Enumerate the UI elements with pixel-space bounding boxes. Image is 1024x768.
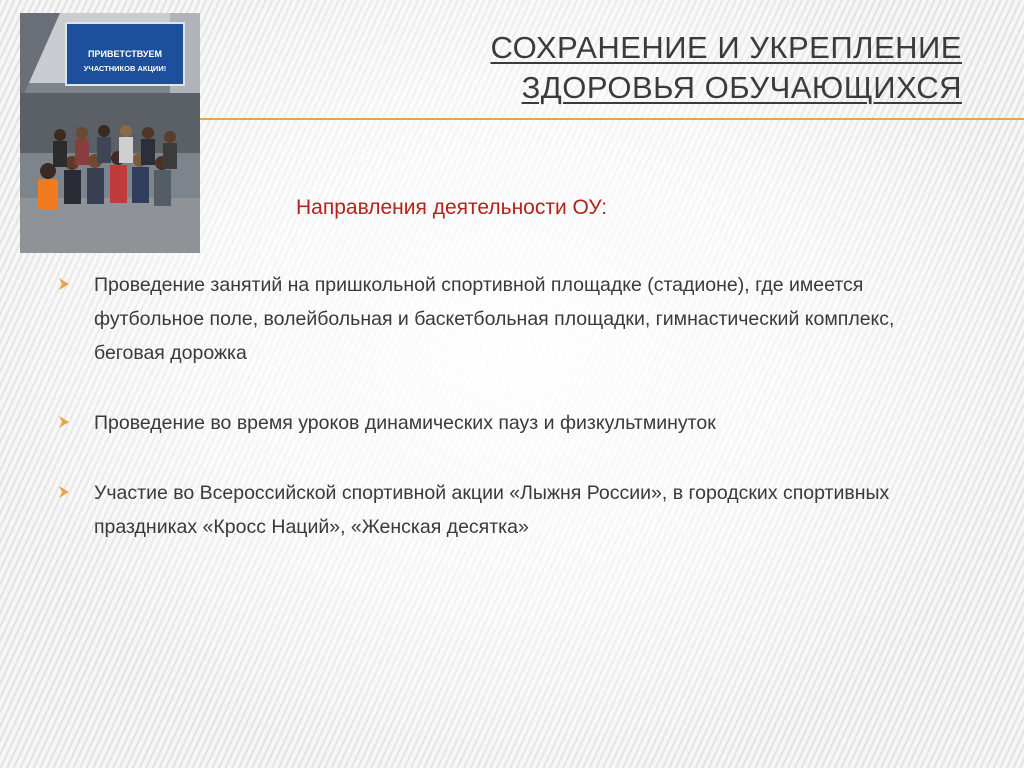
list-item: [50, 406, 930, 440]
list-item-text: Проведение занятий на пришкольной спортивной площадке (стадионе), где имеется футбольное поле, волейбольная и баскетбольная площадки, гимнастический комплекс, беговая дорожка: [94, 274, 895, 364]
arrow-bullet-icon: [58, 485, 70, 499]
slide-title-line1: СОХРАНЕНИЕ И УКРЕПЛЕНИЕ: [490, 30, 962, 65]
list-item-text: Проведение во время уроков динамических пауз и физкультминуток: [94, 412, 716, 434]
arrow-bullet-icon: [58, 277, 70, 291]
title-divider: [200, 118, 1024, 120]
list-item: [50, 268, 930, 370]
group-photo: [20, 13, 200, 253]
banner-text-line2: УЧАСТНИКОВ АКЦИИ!: [83, 64, 167, 73]
slide-title: [402, 28, 962, 108]
list-item-text: Участие во Всероссийской спортивной акции «Лыжня России», в городских спортивных праздниках «Кросс Наций», «Женская десятка»: [94, 482, 890, 538]
section-subtitle: Направления деятельности ОУ:: [296, 196, 608, 219]
banner-text-line1: ПРИВЕТСТВУЕМ: [88, 49, 162, 59]
slide-title-line2: ЗДОРОВЬЯ ОБУЧАЮЩИХСЯ: [521, 70, 962, 105]
list-item: [50, 476, 930, 544]
arrow-bullet-icon: [58, 415, 70, 429]
bullet-list: [50, 268, 930, 544]
